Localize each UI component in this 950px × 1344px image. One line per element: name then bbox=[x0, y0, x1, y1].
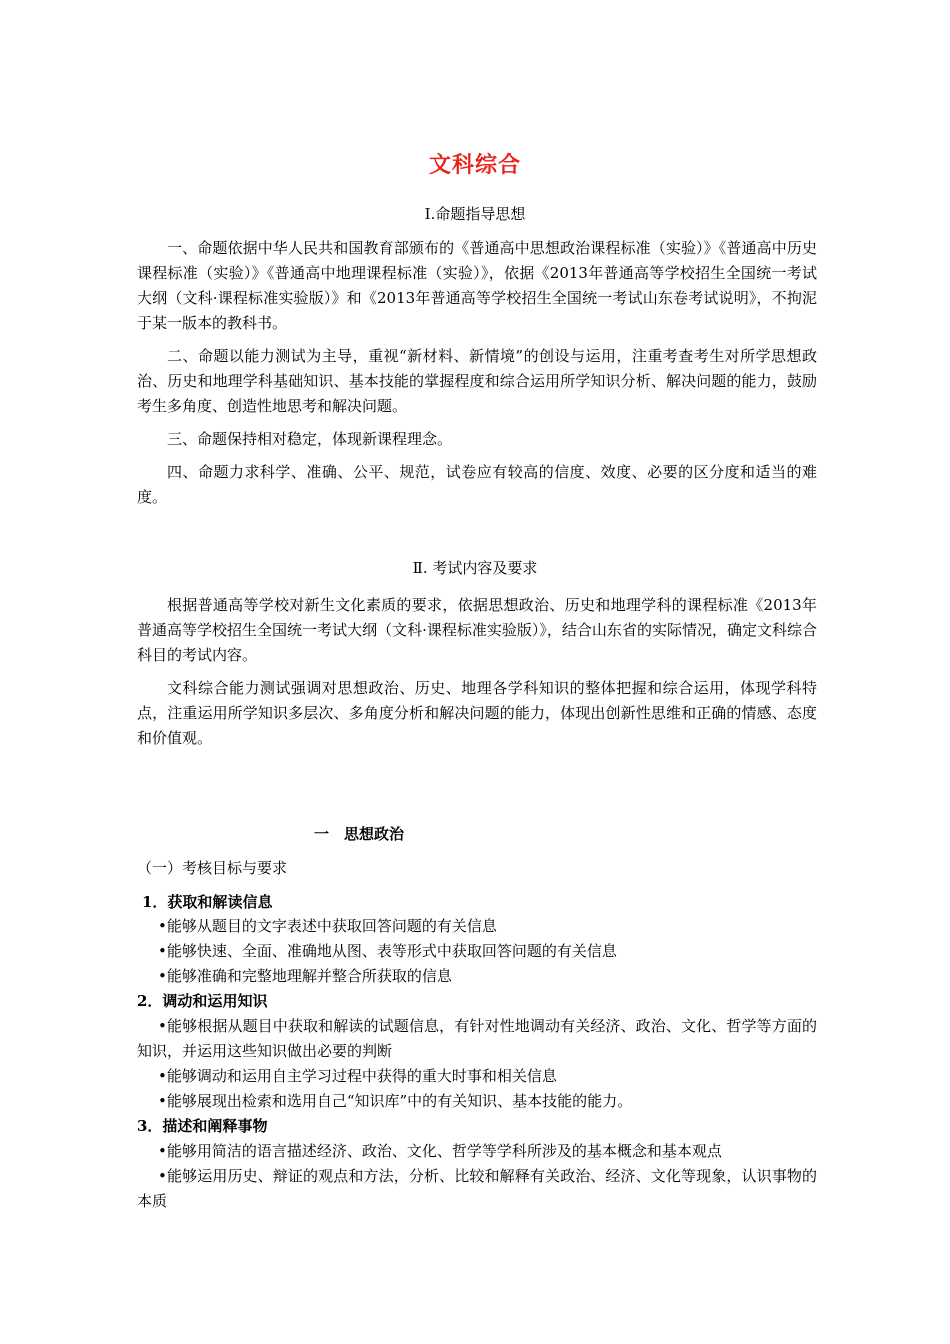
section1-heading: Ⅰ.命题指导思想 bbox=[424, 205, 526, 223]
item2-bullet-2: •能够调动和运用自主学习过程中获得的重大时事和相关信息 bbox=[158, 1067, 557, 1085]
item1-title: 1．获取和解读信息 bbox=[142, 893, 273, 911]
item2-title: 2．调动和运用知识 bbox=[137, 992, 268, 1010]
section1-paragraph-2: 二、命题以能力测试为主导，重视“新材料、新情境”的创设与运用，注重考查考生对所学思想政治、历史和地理学科基础知识、基本技能的掌握程度和综合运用所学知识分析、解决问题的能力，鼓励考生多角度、创造性地思考和解决问题。 bbox=[137, 347, 817, 415]
item1-bullet-1: •能够从题目的文字表述中获取回答问题的有关信息 bbox=[158, 917, 497, 935]
section2-heading: Ⅱ. 考试内容及要求 bbox=[412, 559, 538, 577]
item2-bullet-1: •能够根据从题目中获取和解读的试题信息，有针对性地调动有关经济、政治、文化、哲学等方面的知识，并运用这些知识做出必要的判断 bbox=[137, 1017, 817, 1060]
part1-subheading: （一）考核目标与要求 bbox=[137, 859, 288, 877]
document-title: 文科综合 bbox=[428, 153, 521, 178]
item3-title: 3．描述和阐释事物 bbox=[137, 1117, 268, 1135]
item1-bullet-3: •能够准确和完整地理解并整合所获取的信息 bbox=[158, 967, 452, 985]
item1-bullet-2: •能够快速、全面、准确地从图、表等形式中获取回答问题的有关信息 bbox=[158, 942, 617, 960]
section1-paragraph-3: 三、命题保持相对稳定，体现新课程理念。 bbox=[167, 430, 453, 448]
section1-paragraph-4: 四、命题力求科学、准确、公平、规范，试卷应有较高的信度、效度、必要的区分度和适当的难度。 bbox=[137, 463, 817, 506]
item2-bullet-3: •能够展现出检索和选用自己“知识库”中的有关知识、基本技能的能力。 bbox=[158, 1092, 633, 1110]
part1-heading: 一 思想政治 bbox=[314, 825, 405, 843]
item3-bullet-2: •能够运用历史、辩证的观点和方法，分析、比较和解释有关政治、经济、文化等现象，认识事物的本质 bbox=[137, 1167, 817, 1210]
section2-paragraph-2: 文科综合能力测试强调对思想政治、历史、地理各学科知识的整体把握和综合运用，体现学科特点，注重运用所学知识多层次、多角度分析和解决问题的能力，体现出创新性思维和正确的情感、态度和价值观。 bbox=[137, 679, 817, 747]
item3-bullet-1: •能够用简洁的语言描述经济、政治、文化、哲学等学科所涉及的基本概念和基本观点 bbox=[158, 1142, 722, 1160]
section2-paragraph-1: 根据普通高等学校对新生文化素质的要求，依据思想政治、历史和地理学科的课程标准《2013年普通高等学校招生全国统一考试大纲（文科·课程标准实验版）》，结合山东省的实际情况，确定文科综合科目的考试内容。 bbox=[137, 596, 817, 664]
section1-paragraph-1: 一、命题依据中华人民共和国教育部颁布的《普通高中思想政治课程标准（实验）》《普通高中历史课程标准（实验）》《普通高中地理课程标准（实验）》，依据《2013年普通高等学校招生全国统一考试大纲（文科·课程标准实验版）》和《2013年普通高等学校招生全国统一考试山东卷考试说明》，不拘泥于某一版本的教科书。 bbox=[137, 239, 817, 332]
